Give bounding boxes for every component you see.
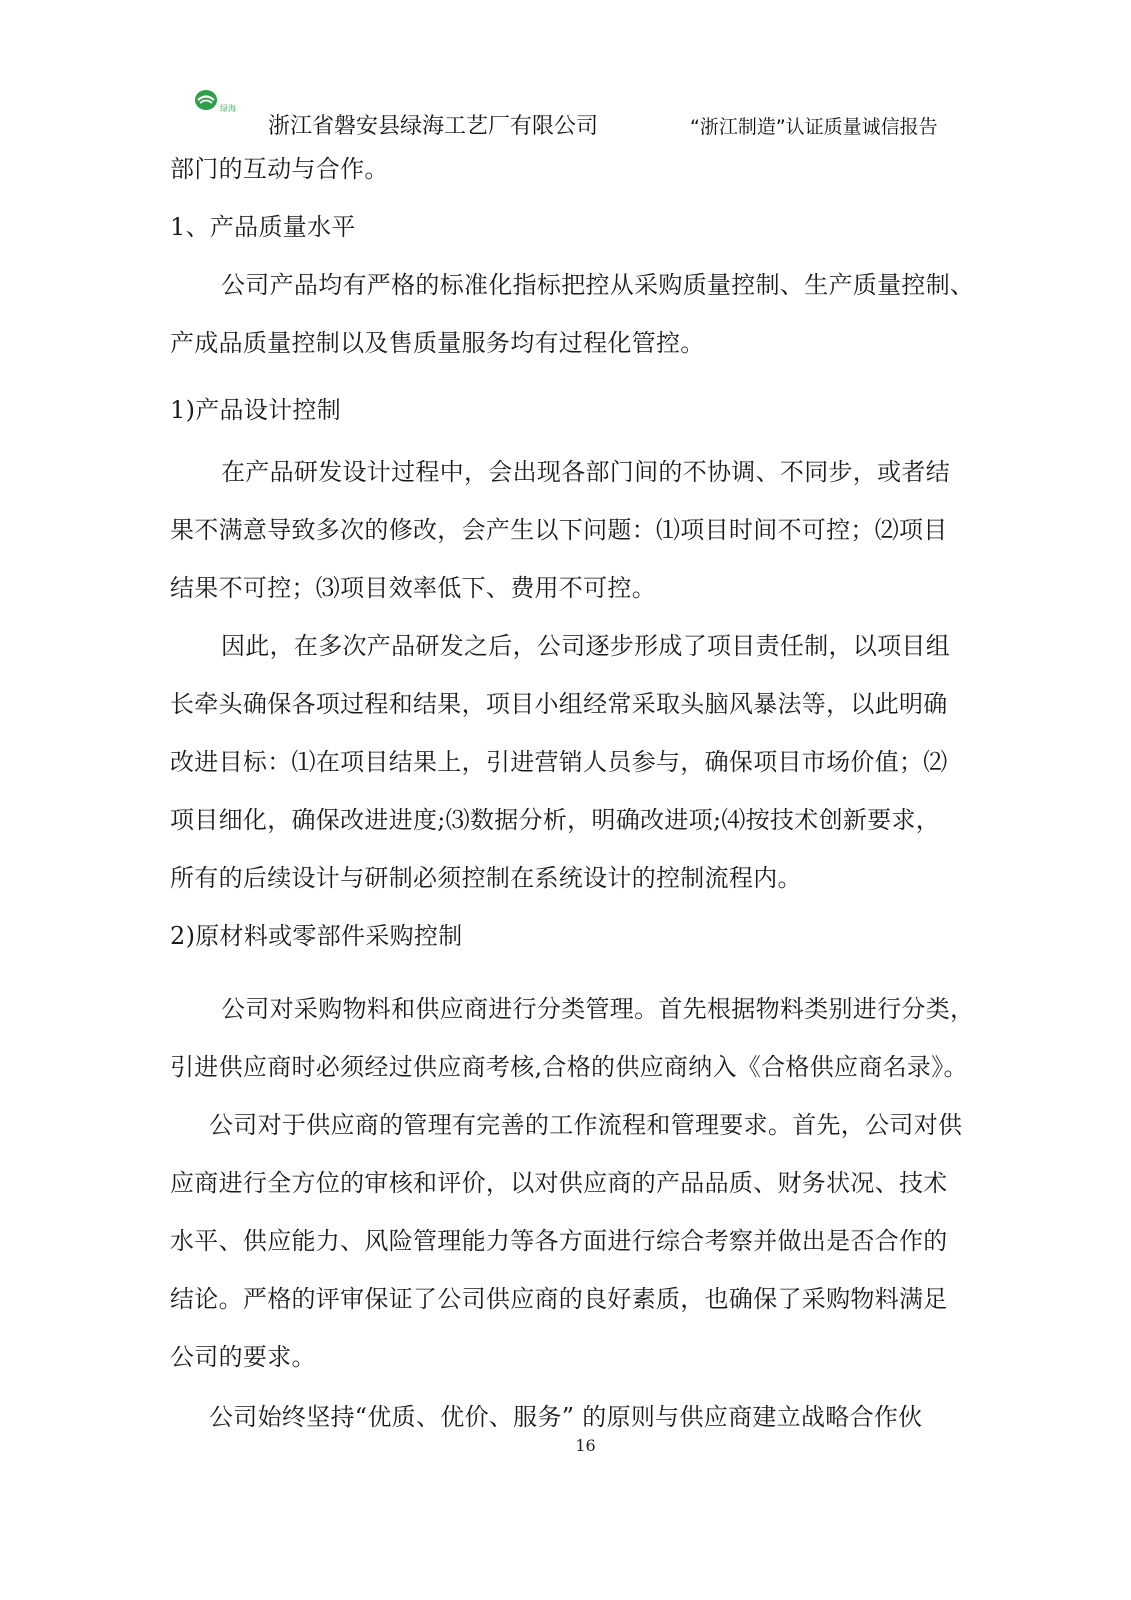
text-line: 公司的要求。: [170, 1343, 316, 1371]
text-line: 公司对于供应商的管理有完善的工作流程和管理要求。首先，公司对供: [209, 1111, 963, 1139]
report-title: “浙江制造”认证质量诚信报告: [690, 116, 938, 138]
text-line: 所有的后续设计与研制必须控制在系统设计的控制流程内。: [170, 864, 802, 892]
page-header: [0, 0, 1131, 150]
text-line: 改进目标：⑴在项目结果上，引进营销人员参与，确保项目市场价值；⑵: [170, 748, 948, 776]
text-line: 引进供应商时必须经过供应商考核,合格的供应商纳入《合格供应商名录》。: [170, 1053, 968, 1081]
page-number: 16: [575, 1436, 596, 1455]
subsection-heading: 1)产品设计控制: [170, 396, 342, 424]
subsection-heading: 2)原材料或零部件采购控制: [170, 922, 463, 950]
text-line: 果不满意导致多次的修改，会产生以下问题：⑴项目时间不可控；⑵项目: [170, 516, 948, 544]
section-heading: 1、产品质量水平: [170, 213, 356, 241]
text-line: 应商进行全方位的审核和评价，以对供应商的产品品质、财务状况、技术: [170, 1169, 948, 1197]
text-line: 长牵头确保各项过程和结果，项目小组经常采取头脑风暴法等，以此明确: [170, 690, 948, 718]
company-logo: [194, 88, 242, 116]
text-line: 部门的互动与合作。: [170, 155, 389, 183]
text-line: 结果不可控；⑶项目效率低下、费用不可控。: [170, 574, 656, 602]
text-line: 水平、供应能力、风险管理能力等各方面进行综合考察并做出是否合作的: [170, 1227, 948, 1255]
text-line: 公司对采购物料和供应商进行分类管理。首先根据物料类别进行分类，: [221, 995, 975, 1023]
text-line: 产成品质量控制以及售质量服务均有过程化管控。: [170, 329, 705, 357]
text-line: 结论。严格的评审保证了公司供应商的良好素质，也确保了采购物料满足: [170, 1285, 948, 1313]
svg-text:绿海: 绿海: [220, 104, 236, 113]
text-line: 因此，在多次产品研发之后，公司逐步形成了项目责任制，以项目组: [221, 632, 950, 660]
company-name: 浙江省磐安县绿海工艺厂有限公司: [268, 114, 599, 139]
text-line: 公司产品均有严格的标准化指标把控从采购质量控制、生产质量控制、: [221, 271, 975, 299]
text-line: 公司始终坚持“优质、优价、服务” 的原则与供应商建立战略合作伙: [209, 1403, 923, 1431]
text-line: 在产品研发设计过程中，会出现各部门间的不协调、不同步，或者结: [221, 458, 950, 486]
text-line: 项目细化，确保改进进度;⑶数据分析，明确改进项;⑷按技术创新要求，: [170, 806, 941, 834]
